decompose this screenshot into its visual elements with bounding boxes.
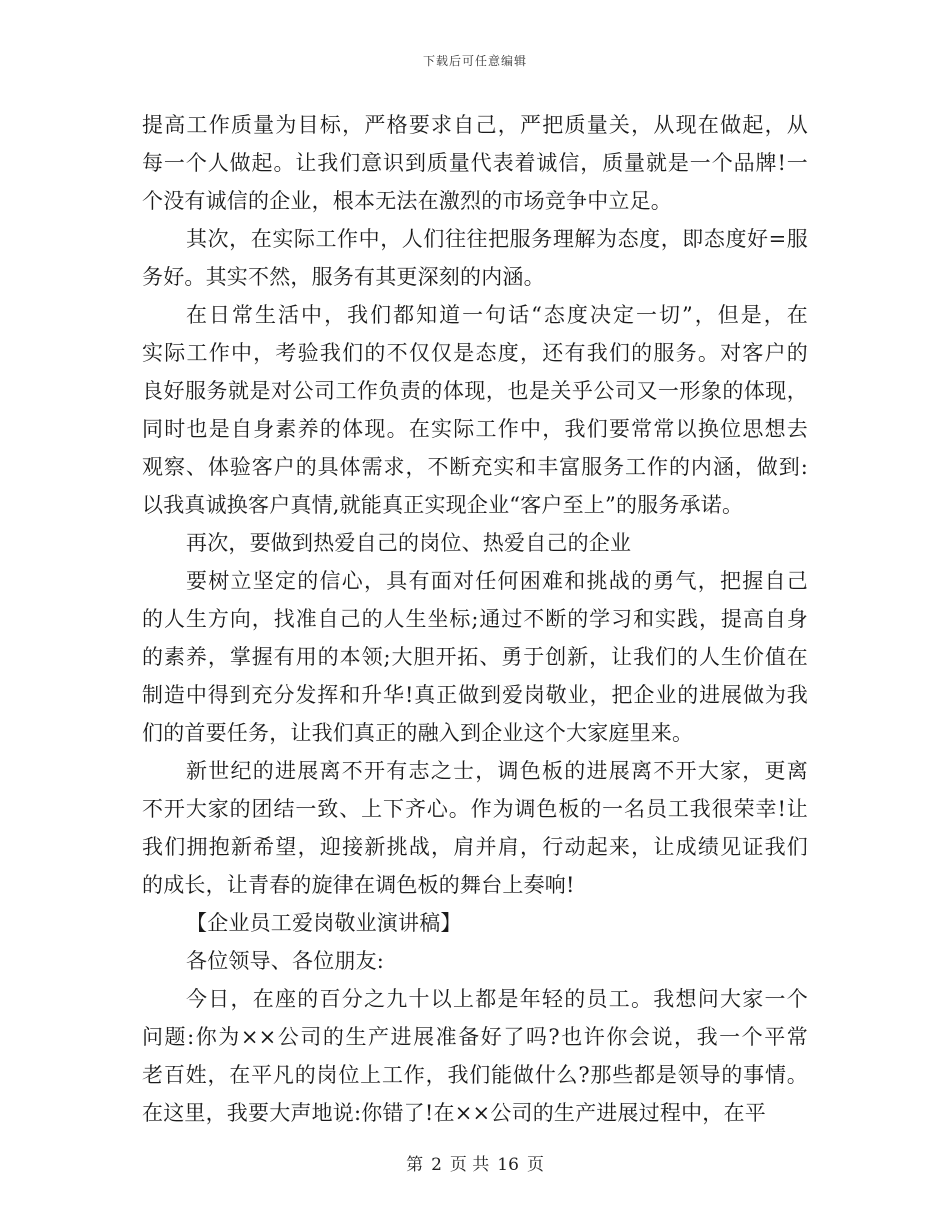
paragraph (142, 904, 808, 942)
paragraph (142, 524, 808, 562)
text-line: 要树立坚定的信心，具有面对任何困难和挑战的勇气，把握自己 (186, 569, 808, 593)
text-line: 务好。其实不然，服务有其更深刻的内涵。 (142, 265, 545, 289)
text-line: 新世纪的进展离不开有志之士，调色板的进展离不开大家，更离 (186, 759, 808, 783)
page-header: 下载后可任意编辑 (422, 54, 527, 68)
paragraph (142, 296, 808, 524)
footer-middle: 页 共 (449, 1155, 490, 1175)
text-line: 的成长，让青春的旋律在调色板的舞台上奏响! (142, 873, 575, 897)
page-footer (0, 1150, 950, 1175)
paragraph (142, 980, 808, 1132)
text-line: 各位领导、各位朋友: (186, 949, 385, 973)
document-body (142, 106, 808, 1132)
text-line: 个没有诚信的企业，根本无法在激烈的市场竞争中立足。 (142, 189, 672, 213)
text-line: 制造中得到充分发挥和升华!真正做到爱岗敬业，把企业的进展做为我 (142, 683, 808, 707)
text-line: 良好服务就是对公司工作负责的体现，也是关乎公司又一形象的体现， (142, 379, 808, 403)
text-line: 再次，要做到热爱自己的岗位、热爱自己的企业 (186, 531, 632, 555)
paragraph (142, 562, 808, 752)
text-line: 在这里，我要大声地说:你错了!在××公司的生产进展过程中，在平 (142, 1101, 766, 1125)
paragraph (142, 752, 808, 904)
text-line: 在日常生活中，我们都知道一句话“态度决定一切”，但是，在 (186, 303, 808, 327)
paragraph (142, 942, 808, 980)
text-line: 提高工作质量为目标，严格要求自己，严把质量关，从现在做起，从 (142, 113, 808, 137)
text-line: 的人生方向，找准自己的人生坐标;通过不断的学习和实践，提高自身 (142, 607, 808, 631)
text-line: 老百姓，在平凡的岗位上工作，我们能做什么?那些都是领导的事情。 (142, 1063, 808, 1087)
footer-page-number: 2 (431, 1155, 442, 1175)
text-line: 的素养，掌握有用的本领;大胆开拓、勇于创新，让我们的人生价值在 (142, 645, 808, 669)
footer-total-pages: 16 (497, 1155, 519, 1175)
paragraph (142, 220, 808, 296)
text-line: 今日，在座的百分之九十以上都是年轻的员工。我想问大家一个 (186, 987, 808, 1011)
text-line: 【企业员工爱岗敬业演讲稿】 (186, 911, 462, 935)
paragraph (142, 106, 808, 220)
text-line: 每一个人做起。让我们意识到质量代表着诚信，质量就是一个品牌!一 (142, 151, 808, 175)
text-line: 们的首要任务，让我们真正的融入到企业这个大家庭里来。 (142, 721, 694, 745)
text-line: 问题:你为××公司的生产进展准备好了吗?也许你会说，我一个平常 (142, 1025, 808, 1049)
text-line: 不开大家的团结一致、上下齐心。作为调色板的一名员工我很荣幸!让 (142, 797, 808, 821)
text-line: 实际工作中，考验我们的不仅仅是态度，还有我们的服务。对客户的 (142, 341, 808, 365)
footer-prefix: 第 (406, 1155, 424, 1175)
text-line: 同时也是自身素养的体现。在实际工作中，我们要常常以换位思想去 (142, 417, 808, 441)
text-line: 以我真诚换客户真情,就能真正实现企业“客户至上”的服务承诺。 (142, 493, 744, 517)
text-line: 我们拥抱新希望，迎接新挑战，肩并肩，行动起来，让成绩见证我们 (142, 835, 808, 859)
text-line: 其次，在实际工作中，人们往往把服务理解为态度，即态度好=服 (186, 227, 808, 251)
text-line: 观察、体验客户的具体需求，不断充实和丰富服务工作的内涵，做到: (142, 455, 808, 479)
footer-suffix: 页 (526, 1155, 544, 1175)
